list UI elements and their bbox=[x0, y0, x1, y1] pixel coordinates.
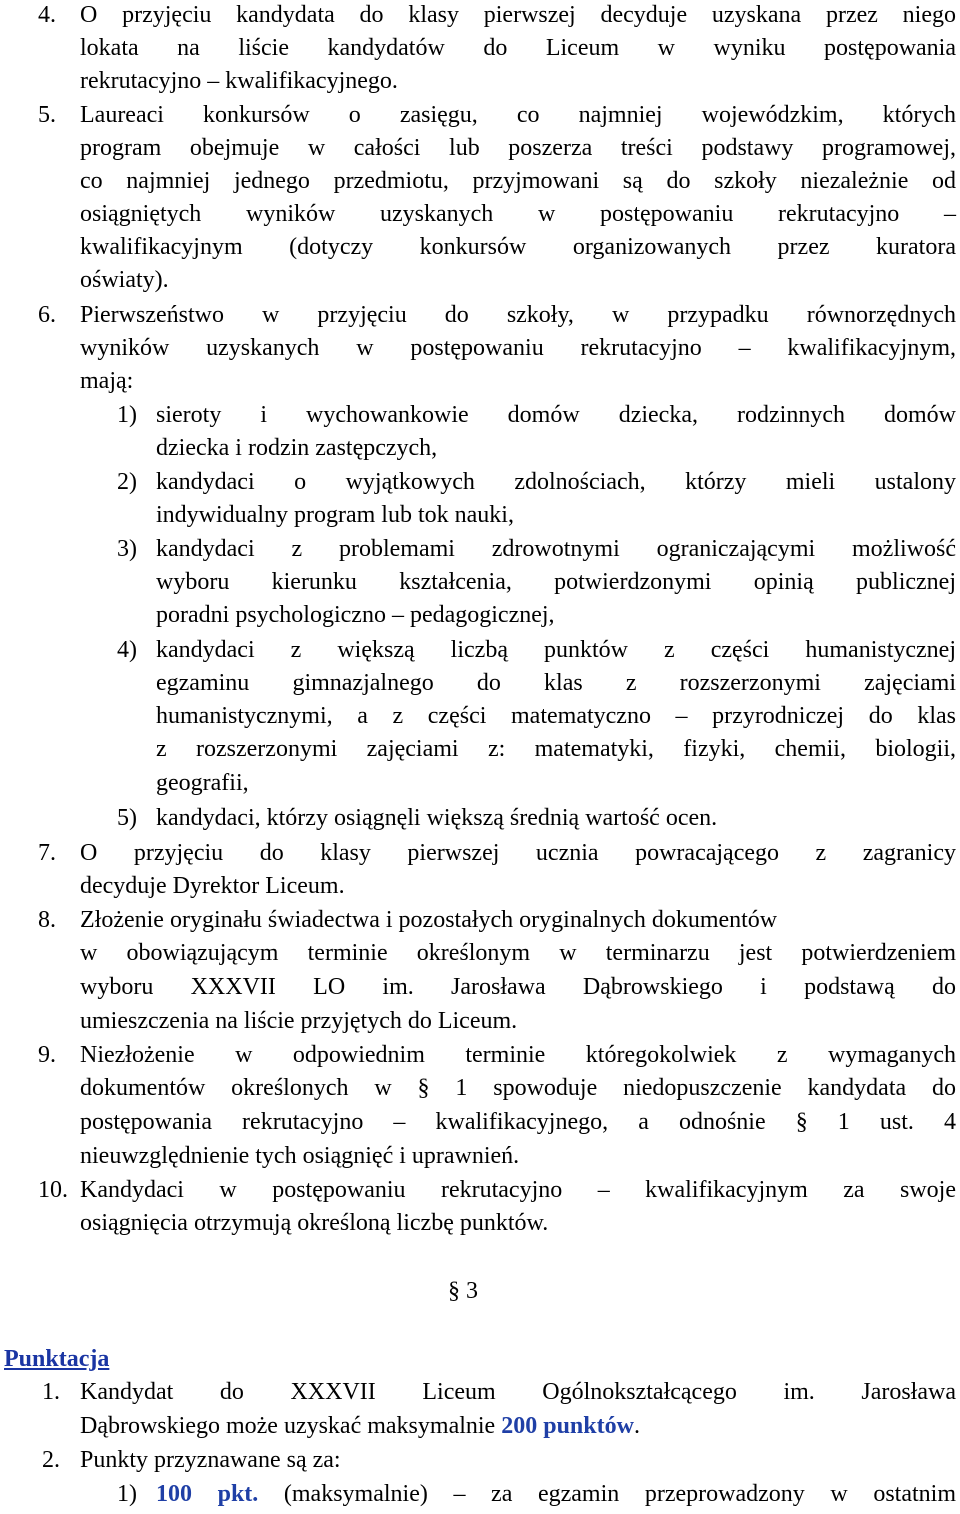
subitem-text-line: z rozszerzonymi zajęciami z: matematyki, fizyki, chemii, biologii, bbox=[156, 736, 956, 762]
points-value: 100 pkt. bbox=[156, 1481, 259, 1507]
item-text-line: co najmniej jednego przedmiotu, przyjmowani są do szkoły niezależnie od bbox=[80, 168, 956, 194]
item-text-line: wyboru XXXVII LO im. Jarosława Dąbrowskiego i podstawą do bbox=[80, 974, 956, 1000]
item-text-line: mają: bbox=[80, 368, 134, 394]
subitem-text-line: indywidualny program lub tok nauki, bbox=[156, 502, 514, 528]
subitem-number: 5) bbox=[117, 805, 137, 831]
subitem-text-line: kandydaci z problemami zdrowotnymi ograniczającymi możliwość bbox=[156, 536, 956, 562]
subitem-number: 1) bbox=[117, 1481, 137, 1507]
item-text-line: rekrutacyjno – kwalifikacyjnego. bbox=[80, 68, 398, 94]
item-text-line: Pierwszeństwo w przyjęciu do szkoły, w przypadku równorzędnych bbox=[80, 302, 956, 328]
item-text-line: O przyjęciu do klasy pierwszej ucznia powracającego z zagranicy bbox=[80, 840, 956, 866]
item-number: 9. bbox=[38, 1042, 56, 1068]
item-number: 1. bbox=[42, 1379, 60, 1405]
subitem-text-line bbox=[156, 1479, 956, 1509]
item-text-line: program obejmuje w całości lub poszerza treści podstawy programowej, bbox=[80, 135, 956, 161]
item-number: 7. bbox=[38, 840, 56, 866]
item-text-line: Laureaci konkursów o zasięgu, co najmniej wojewódzkim, których bbox=[80, 102, 956, 128]
subitem-text-line: kandydaci z większą liczbą punktów z części humanistycznej bbox=[156, 637, 956, 663]
max-points-value: 200 punktów bbox=[501, 1413, 634, 1439]
item-text-line: nieuwzględnienie tych osiągnięć i uprawnień. bbox=[80, 1143, 520, 1169]
subitem-number: 2) bbox=[117, 469, 137, 495]
subitem-text-line: poradni psychologiczno – pedagogicznej, bbox=[156, 602, 555, 628]
item-text-line: dokumentów określonych w § 1 spowoduje niedopuszczenie kandydata do bbox=[80, 1075, 956, 1101]
subitem-text-line: egzaminu gimnazjalnego do klas z rozszerzonymi zajęciami bbox=[156, 670, 956, 696]
item-text-line bbox=[80, 1411, 640, 1441]
item-text-line: O przyjęciu kandydata do klasy pierwszej decyduje uzyskana przez niego bbox=[80, 2, 956, 28]
item-number: 8. bbox=[38, 907, 56, 933]
item-text-line: Kandydaci w postępowaniu rekrutacyjno – kwalifikacyjnym za swoje bbox=[80, 1177, 956, 1203]
item-text-line: osiągnięcia otrzymują określoną liczbę punktów. bbox=[80, 1210, 549, 1236]
subitem-text-line: kandydaci o wyjątkowych zdolnościach, którzy mieli ustalony bbox=[156, 469, 956, 495]
item-text-line: postępowania rekrutacyjno – kwalifikacyjnego, a odnośnie § 1 ust. 4 bbox=[80, 1109, 956, 1135]
subitem-text-line: geografii, bbox=[156, 770, 249, 796]
item-text-line: wyników uzyskanych w postępowaniu rekrutacyjno – kwalifikacyjnym, bbox=[80, 335, 956, 361]
item-text-line: decyduje Dyrektor Liceum. bbox=[80, 873, 345, 899]
subitem-number: 1) bbox=[117, 402, 137, 428]
subitem-text-part: (maksymalnie) – za egzamin przeprowadzony w ostatnim bbox=[258, 1481, 956, 1507]
section-heading: Punktacja bbox=[4, 1346, 110, 1372]
section-mark: § 3 bbox=[448, 1278, 478, 1304]
item-text-part: . bbox=[633, 1413, 640, 1439]
item-number: 5. bbox=[38, 102, 56, 128]
item-number: 6. bbox=[38, 302, 56, 328]
item-text-line: Złożenie oryginału świadectwa i pozostałych oryginalnych dokumentów bbox=[80, 907, 778, 933]
item-number: 2. bbox=[42, 1447, 60, 1473]
item-text-line: lokata na liście kandydatów do Liceum w wyniku postępowania bbox=[80, 35, 956, 61]
item-text-line: Niezłożenie w odpowiednim terminie któregokolwiek z wymaganych bbox=[80, 1042, 956, 1068]
item-text-line: w obowiązującym terminie określonym w terminarzu jest potwierdzeniem bbox=[80, 940, 956, 966]
item-text-part: Dąbrowskiego może uzyskać maksymalnie bbox=[80, 1413, 502, 1439]
subitem-text-line: humanistycznymi, a z części matematyczno – przyrodniczej do klas bbox=[156, 703, 956, 729]
subitem-number: 4) bbox=[117, 637, 137, 663]
item-text-line: oświaty). bbox=[80, 267, 169, 293]
item-text-line: umieszczenia na liście przyjętych do Liceum. bbox=[80, 1008, 518, 1034]
item-number: 4. bbox=[38, 2, 56, 28]
subitem-text-line: wyboru kierunku kształcenia, potwierdzonymi opinią publicznej bbox=[156, 569, 956, 595]
item-text-line: Punkty przyznawane są za: bbox=[80, 1447, 341, 1473]
subitem-text-line: sieroty i wychowankowie domów dziecka, rodzinnych domów bbox=[156, 402, 956, 428]
subitem-text-line: dziecka i rodzin zastępczych, bbox=[156, 435, 438, 461]
item-text-line: kwalifikacyjnym (dotyczy konkursów organizowanych przez kuratora bbox=[80, 234, 956, 260]
item-number: 10. bbox=[38, 1177, 68, 1203]
subitem-text-line: kandydaci, którzy osiągnęli większą średnią wartość ocen. bbox=[156, 805, 718, 831]
subitem-number: 3) bbox=[117, 536, 137, 562]
item-text-line: osiągniętych wyników uzyskanych w postępowaniu rekrutacyjno – bbox=[80, 201, 956, 227]
item-text-line: Kandydat do XXXVII Liceum Ogólnokształcącego im. Jarosława bbox=[80, 1379, 956, 1405]
